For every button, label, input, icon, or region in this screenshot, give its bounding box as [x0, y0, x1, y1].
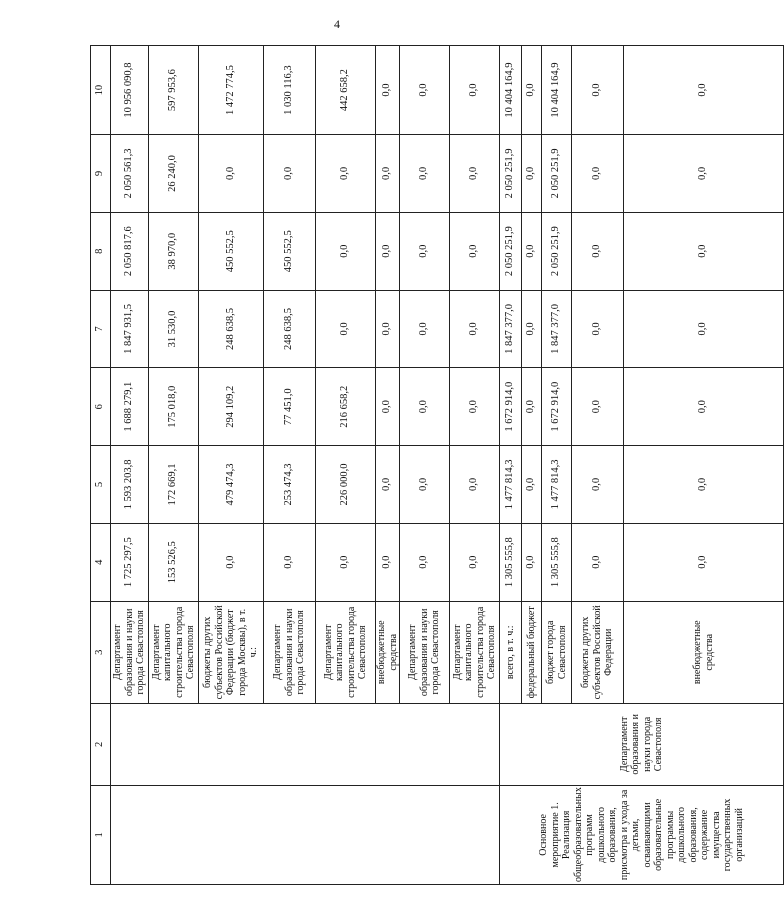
funding-source: Департамент капитального строительства города Севастополя	[316, 601, 376, 703]
value-cell: 294 109,2	[199, 368, 264, 446]
value-cell: 0,0	[522, 446, 542, 524]
value-cell: 0,0	[450, 368, 500, 446]
value-cell: 1 725 297,5	[111, 523, 149, 601]
value-cell: 0,0	[624, 446, 784, 524]
value-cell: 2 050 817,6	[111, 212, 149, 290]
header-cell: 10	[91, 46, 111, 135]
header-cell: 5	[91, 446, 111, 524]
value-cell: 0,0	[376, 523, 400, 601]
value-cell: 0,0	[624, 46, 784, 135]
value-cell: 1 847 377,0	[500, 290, 522, 368]
value-cell: 0,0	[376, 290, 400, 368]
funding-source: федеральный бюджет	[522, 601, 542, 703]
value-cell: 0,0	[572, 212, 624, 290]
value-cell: 0,0	[450, 212, 500, 290]
funding-source: Департамент капитального строительства города Севастополя	[149, 601, 199, 703]
empty-cell	[111, 703, 500, 785]
activity-name: Основное мероприятие 1. Реализация общеобразовательных программ дошкольного образования, присмотра и ухода за детьми, осваивающими образовательные программы дошкольного образования, содержание имущества государственных организаций	[500, 785, 784, 884]
funding-source: Департамент образования и науки города Севастополя	[400, 601, 450, 703]
value-cell: 0,0	[450, 135, 500, 213]
value-cell: 0,0	[572, 523, 624, 601]
page-number: 4	[334, 17, 340, 31]
table-row	[500, 46, 522, 885]
header-cell: 6	[91, 368, 111, 446]
value-cell: 38 970,0	[149, 212, 199, 290]
value-cell: 0,0	[572, 368, 624, 446]
value-cell: 0,0	[572, 446, 624, 524]
value-cell: 1 688 279,1	[111, 368, 149, 446]
header-cell: 4	[91, 523, 111, 601]
funding-source: Департамент капитального строительства города Севастополя	[450, 601, 500, 703]
value-cell: 0,0	[624, 212, 784, 290]
empty-cell	[111, 785, 500, 884]
value-cell: 10 404 164,9	[542, 46, 572, 135]
value-cell: 0,0	[400, 368, 450, 446]
value-cell: 0,0	[316, 212, 376, 290]
value-cell: 597 953,6	[149, 46, 199, 135]
header-cell: 2	[91, 703, 111, 785]
value-cell: 0,0	[624, 368, 784, 446]
value-cell: 0,0	[400, 135, 450, 213]
value-cell: 0,0	[376, 46, 400, 135]
funding-source: бюджеты других субъектов Российской Федерации (бюджет города Москвы), в т. ч.:	[199, 601, 264, 703]
value-cell: 216 658,2	[316, 368, 376, 446]
value-cell: 2 050 251,9	[500, 135, 522, 213]
funding-source: бюджет города Севастополя	[542, 601, 572, 703]
value-cell: 0,0	[316, 290, 376, 368]
value-cell: 450 552,5	[264, 212, 316, 290]
header-cell: 8	[91, 212, 111, 290]
value-cell: 0,0	[400, 46, 450, 135]
value-cell: 226 000,0	[316, 446, 376, 524]
value-cell: 0,0	[400, 446, 450, 524]
funding-source: Департамент образования и науки города Севастополя	[111, 601, 149, 703]
value-cell: 1 672 914,0	[500, 368, 522, 446]
value-cell: 0,0	[450, 523, 500, 601]
value-cell: 0,0	[522, 290, 542, 368]
value-cell: 0,0	[572, 46, 624, 135]
value-cell: 2 050 251,9	[542, 135, 572, 213]
value-cell: 442 658,2	[316, 46, 376, 135]
header-row	[91, 46, 111, 885]
funding-source: внебюджетные средства	[376, 601, 400, 703]
value-cell: 1 847 377,0	[542, 290, 572, 368]
value-cell: 0,0	[316, 135, 376, 213]
value-cell: 1 477 814,3	[500, 446, 522, 524]
table-row	[111, 46, 149, 885]
rotated-table-container	[90, 45, 745, 885]
value-cell: 479 474,3	[199, 446, 264, 524]
value-cell: 1 305 555,8	[542, 523, 572, 601]
value-cell: 1 472 774,5	[199, 46, 264, 135]
value-cell: 0,0	[400, 212, 450, 290]
value-cell: 248 638,5	[199, 290, 264, 368]
value-cell: 248 638,5	[264, 290, 316, 368]
value-cell: 253 474,3	[264, 446, 316, 524]
value-cell: 1 847 931,5	[111, 290, 149, 368]
value-cell: 10 956 090,8	[111, 46, 149, 135]
value-cell: 0,0	[522, 135, 542, 213]
header-cell: 9	[91, 135, 111, 213]
value-cell: 1 672 914,0	[542, 368, 572, 446]
budget-table	[90, 45, 784, 885]
value-cell: 0,0	[450, 290, 500, 368]
value-cell: 10 404 164,9	[500, 46, 522, 135]
executor-name: Департамент образования и науки города Севастополя	[500, 703, 784, 785]
value-cell: 0,0	[400, 290, 450, 368]
value-cell: 0,0	[522, 212, 542, 290]
value-cell: 0,0	[450, 46, 500, 135]
header-cell: 1	[91, 785, 111, 884]
funding-source: бюджеты других субъектов Российской Федерации	[572, 601, 624, 703]
funding-source: Департамент образования и науки города Севастополя	[264, 601, 316, 703]
header-cell: 3	[91, 601, 111, 703]
value-cell: 1 477 814,3	[542, 446, 572, 524]
value-cell: 0,0	[572, 135, 624, 213]
funding-source: внебюджетные средства	[624, 601, 784, 703]
value-cell: 0,0	[624, 523, 784, 601]
value-cell: 1 305 555,8	[500, 523, 522, 601]
value-cell: 2 050 251,9	[542, 212, 572, 290]
value-cell: 77 451,0	[264, 368, 316, 446]
value-cell: 0,0	[400, 523, 450, 601]
value-cell: 0,0	[199, 523, 264, 601]
value-cell: 0,0	[376, 135, 400, 213]
value-cell: 1 593 203,8	[111, 446, 149, 524]
value-cell: 0,0	[264, 135, 316, 213]
value-cell: 0,0	[572, 290, 624, 368]
value-cell: 0,0	[522, 46, 542, 135]
value-cell: 26 240,0	[149, 135, 199, 213]
value-cell: 175 018,0	[149, 368, 199, 446]
value-cell: 0,0	[376, 368, 400, 446]
value-cell: 450 552,5	[199, 212, 264, 290]
value-cell: 2 050 561,3	[111, 135, 149, 213]
value-cell: 2 050 251,9	[500, 212, 522, 290]
value-cell: 0,0	[522, 368, 542, 446]
value-cell: 0,0	[522, 523, 542, 601]
value-cell: 0,0	[624, 135, 784, 213]
value-cell: 1 030 116,3	[264, 46, 316, 135]
value-cell: 0,0	[199, 135, 264, 213]
header-cell: 7	[91, 290, 111, 368]
funding-source: всего, в т. ч.:	[500, 601, 522, 703]
value-cell: 0,0	[624, 290, 784, 368]
value-cell: 0,0	[376, 212, 400, 290]
value-cell: 172 669,1	[149, 446, 199, 524]
value-cell: 0,0	[264, 523, 316, 601]
value-cell: 0,0	[450, 446, 500, 524]
value-cell: 0,0	[316, 523, 376, 601]
value-cell: 153 526,5	[149, 523, 199, 601]
value-cell: 0,0	[376, 446, 400, 524]
value-cell: 31 530,0	[149, 290, 199, 368]
